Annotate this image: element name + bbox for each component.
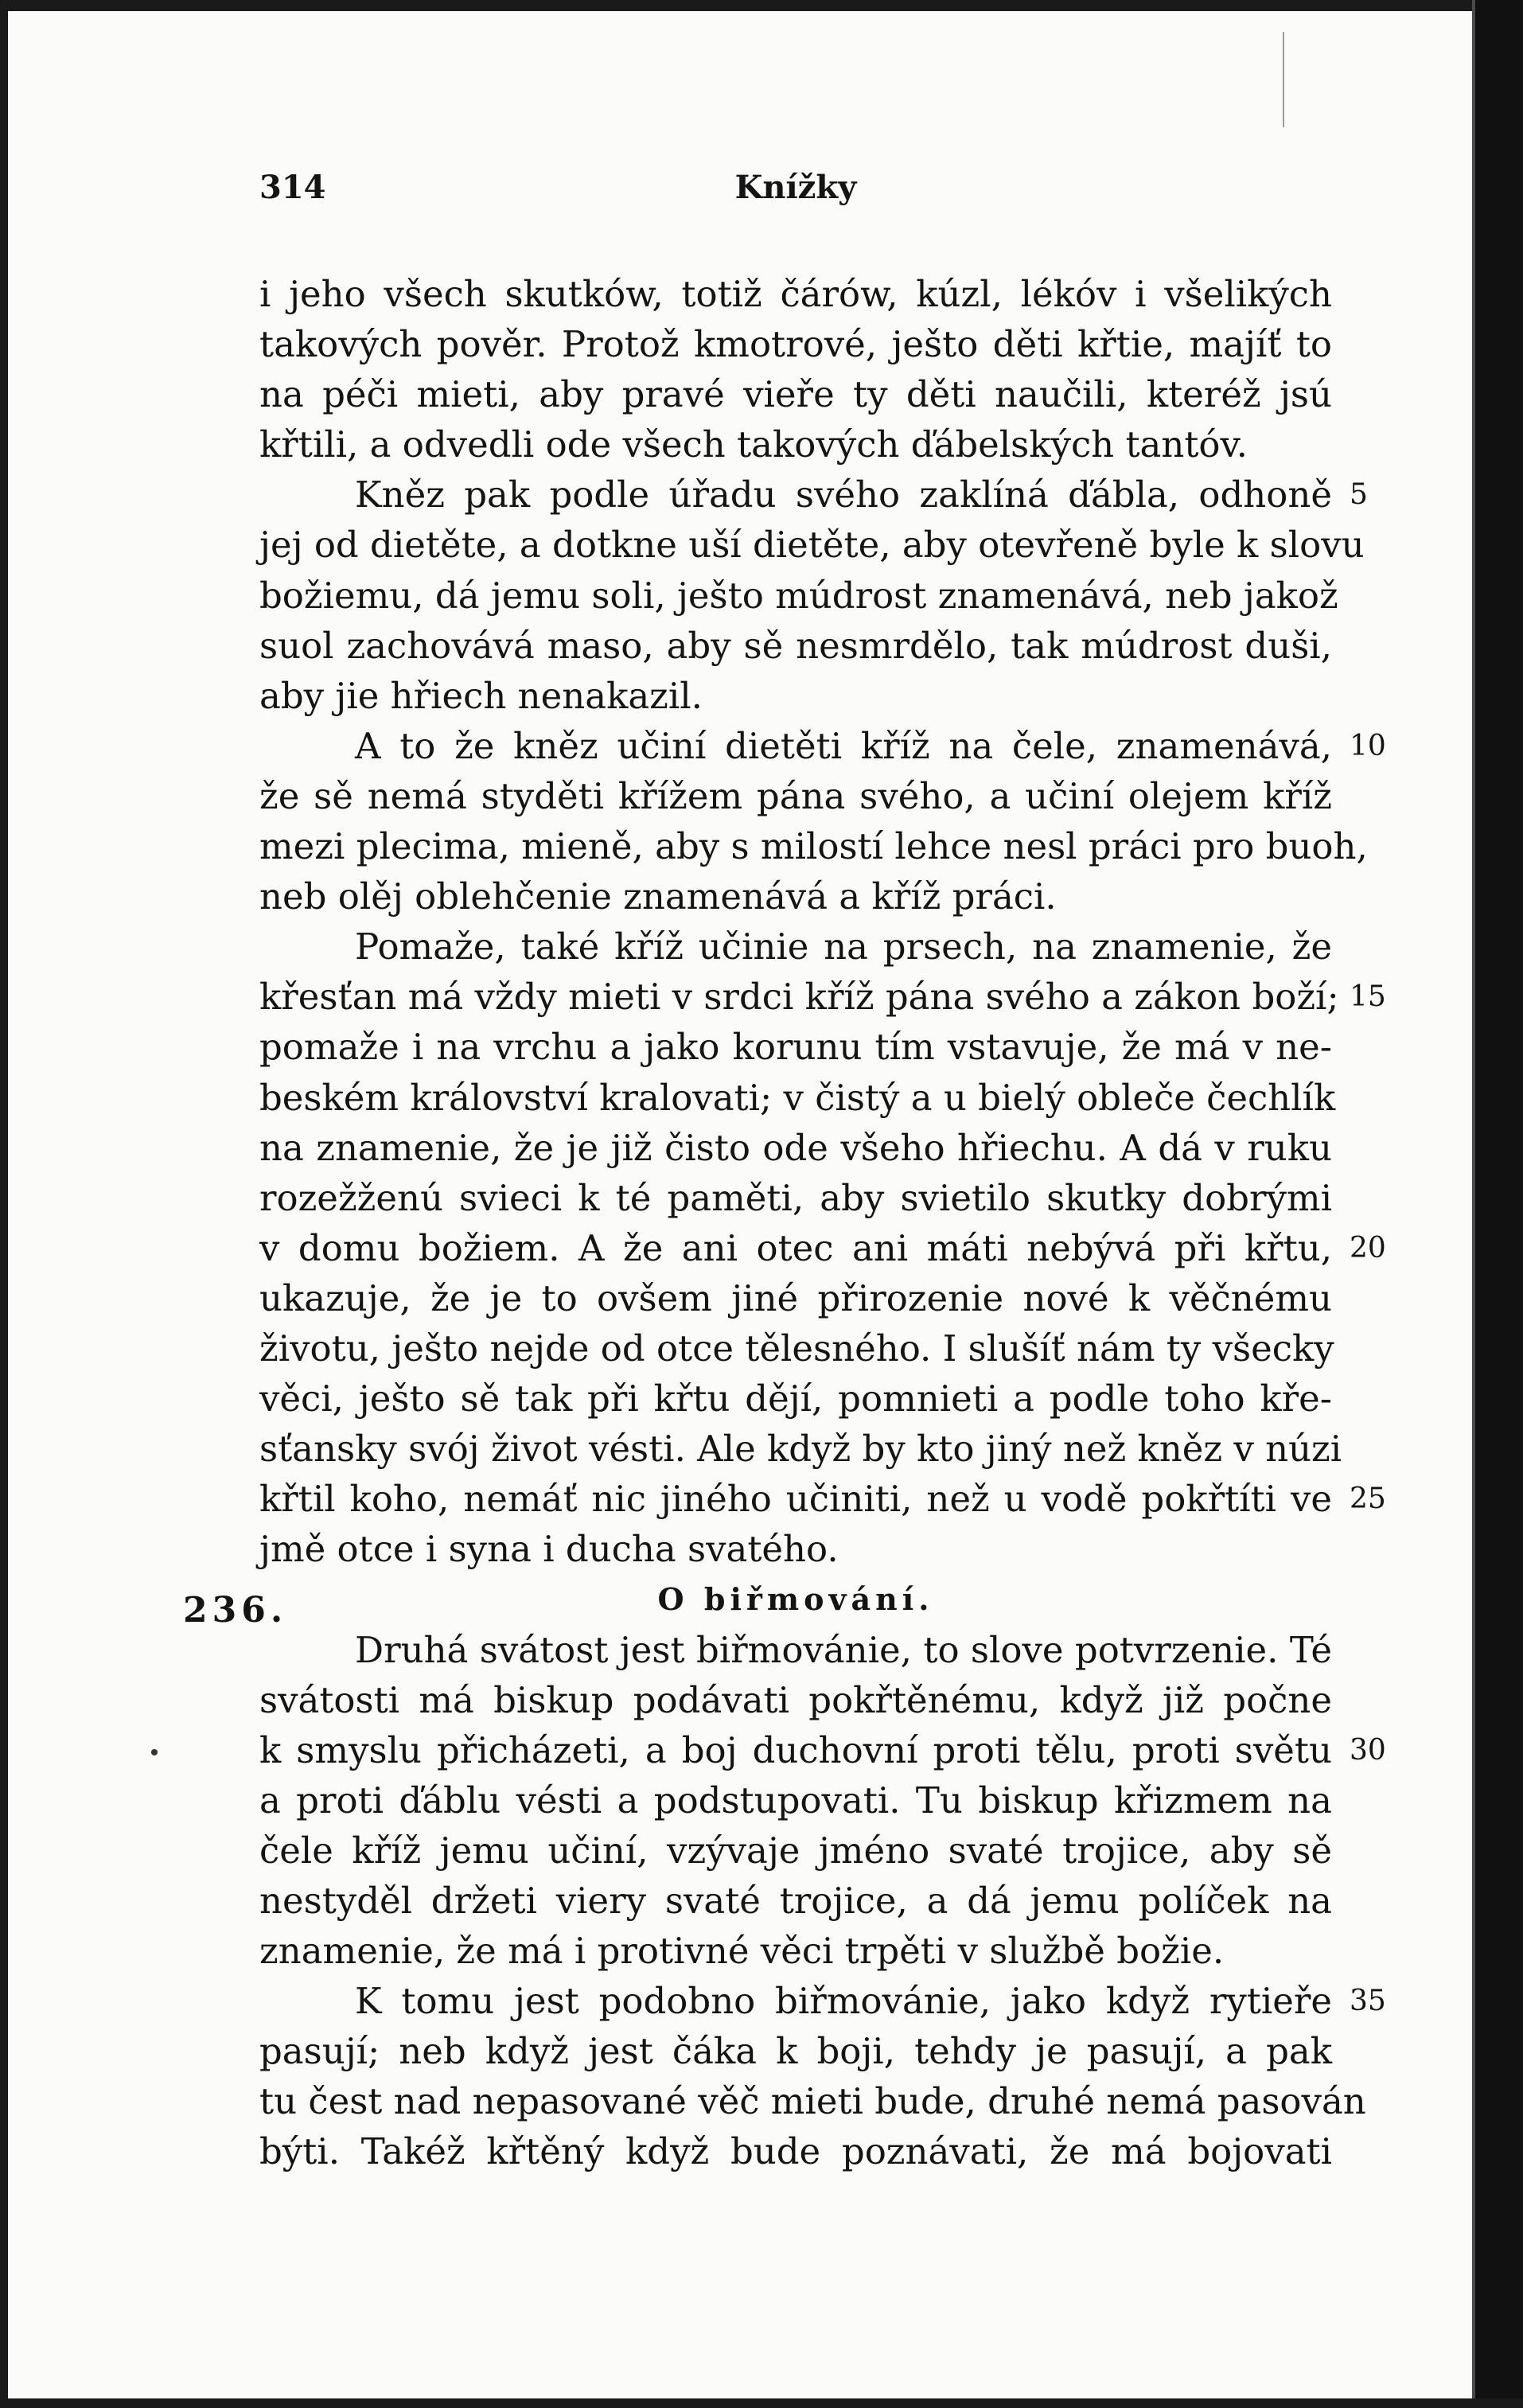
body-text (183, 269, 1386, 2177)
scan-border-right (1475, 0, 1523, 2408)
text-line: na péči mieti, aby pravé vieře ty děti naučili, kteréž jsú (259, 373, 1332, 416)
text-line: Pomaže, také kříž učinie na prsech, na znamenie, že (355, 925, 1332, 968)
text-line-25: křtil koho, nemáť nic jiného učiniti, než u vodě pokřtíti ve 25 (259, 1474, 1332, 1524)
line-number-30: 30 (1350, 1733, 1386, 1767)
text-line-5: Kněz pak podle úřadu svého zaklíná ďábla, odhoně 5 (259, 470, 1332, 520)
scan-border-left (0, 0, 8, 2408)
text-line: ukazuje, že je to ovšem jiné přirozenie nové k věčnému (259, 1276, 1332, 1319)
text-line: býti. Takéž křtěný když bude poznávati, že má bojovati (259, 2130, 1332, 2173)
line-number-10: 10 (1350, 729, 1386, 762)
line-number-20: 20 (1350, 1231, 1386, 1264)
scan-artifact-line (1283, 32, 1284, 127)
text-line: nestyděl držeti viery svaté trojice, a dá jemu políček na (259, 1880, 1332, 1922)
text-line-20: v domu božiem. A že ani otec ani máti nebývá při křtu, 20 (259, 1223, 1332, 1273)
section-heading: 236. O biřmování. (259, 1574, 1332, 1624)
text-line: takových pověr. Protož kmotrové, ješto děti křtie, majíť to (259, 323, 1332, 366)
text-line-15: křesťan má vždy mieti v srdci kříž pána svého a zákon boží; 15 (259, 972, 1332, 1022)
text-line: jmě otce i syna i ducha svatého. (259, 1528, 839, 1571)
text-line-35: K tomu jest podobno biřmovánie, jako když rytieře 35 (259, 1976, 1332, 2026)
text-line: že sě nemá styděti křížem pána svého, a učiní olejem kříž (259, 774, 1332, 817)
section-number: 236. (183, 1590, 288, 1631)
running-head (259, 169, 1332, 216)
text-line: svátosti má biskup podávati pokřtěnému, když již počne (259, 1678, 1332, 1721)
line-number-35: 35 (1350, 1985, 1386, 2018)
text-line: znamenie, že má i protivné věci trpěti v službě božie. (259, 1930, 1225, 1973)
text-line: věci, ješto sě tak při křtu dějí, pomnieti a podle toho kře- (259, 1377, 1332, 1420)
text-line-10: A to že kněz učiní dietěti kříž na čele, znamenává, 10 (259, 721, 1332, 771)
text-line: Druhá svátost jest biřmovánie, to slove potvrzenie. Té (355, 1628, 1332, 1671)
scan-border-right-inner (1472, 0, 1475, 2408)
text-line: křtili, a odvedli ode všech takových ďábelských tantóv. (259, 423, 1248, 466)
text-line: aby jie hřiech nenakazil. (259, 674, 703, 717)
text-line: božiemu, dá jemu soli, ješto múdrost znamenává, neb jakož (259, 574, 1338, 617)
page-number: 314 (259, 169, 326, 206)
line-number-5: 5 (1350, 478, 1368, 512)
scan-border-bottom (0, 2398, 1523, 2408)
text-line: suol zachovává maso, aby sě nesmrdělo, tak múdrost duši, (259, 624, 1332, 667)
text-line: na znamenie, že je již čisto ode všeho hřiechu. A dá v ruku (259, 1126, 1332, 1169)
scan-border-top (0, 0, 1523, 11)
text-line: čele kříž jemu učiní, vzývaje jméno svaté trojice, aby sě (259, 1829, 1332, 1872)
text-line: beském království kralovati; v čistý a u bielý obleče čechlík (259, 1076, 1336, 1119)
text-line: životu, ješto nejde od otce tělesného. I slušíť nám ty všecky (259, 1327, 1334, 1370)
text-line-30: k smyslu přicházeti, a boj duchovní proti tělu, proti světu 30 (259, 1725, 1332, 1775)
text-line: neb olěj oblehčenie znamenává a kříž práci. (259, 875, 1057, 918)
text-line: sťansky svój život vésti. Ale když by kto jiný než kněz v núzi (259, 1428, 1342, 1471)
text-line: a proti ďáblu vésti a podstupovati. Tu biskup křizmem na (259, 1779, 1332, 1822)
text-line: i jeho všech skutków, totiž čárów, kúzl, lékóv i všelikých (259, 273, 1332, 315)
margin-dot (151, 1749, 158, 1755)
line-number-25: 25 (1350, 1483, 1386, 1516)
text-line: pasují; neb když jest čáka k boji, tehdy je pasují, a pak (259, 2030, 1332, 2073)
running-title: Knížky (734, 169, 857, 206)
text-line: tu čest nad nepasované věč mieti bude, druhé nemá pasován (259, 2080, 1366, 2123)
line-number-15: 15 (1350, 980, 1386, 1014)
text-line: mezi plecima, mieně, aby s milostí lehce nesl práci pro buoh, (259, 825, 1368, 868)
text-line: jej od dietěte, a dotkne uší dietěte, aby otevřeně byle k slovu (259, 524, 1365, 567)
text-line: rozežženú svieci k té paměti, aby svietilo skutky dobrými (259, 1176, 1332, 1219)
text-line: pomaže i na vrchu a jako korunu tím vstavuje, že má v ne- (259, 1026, 1332, 1069)
